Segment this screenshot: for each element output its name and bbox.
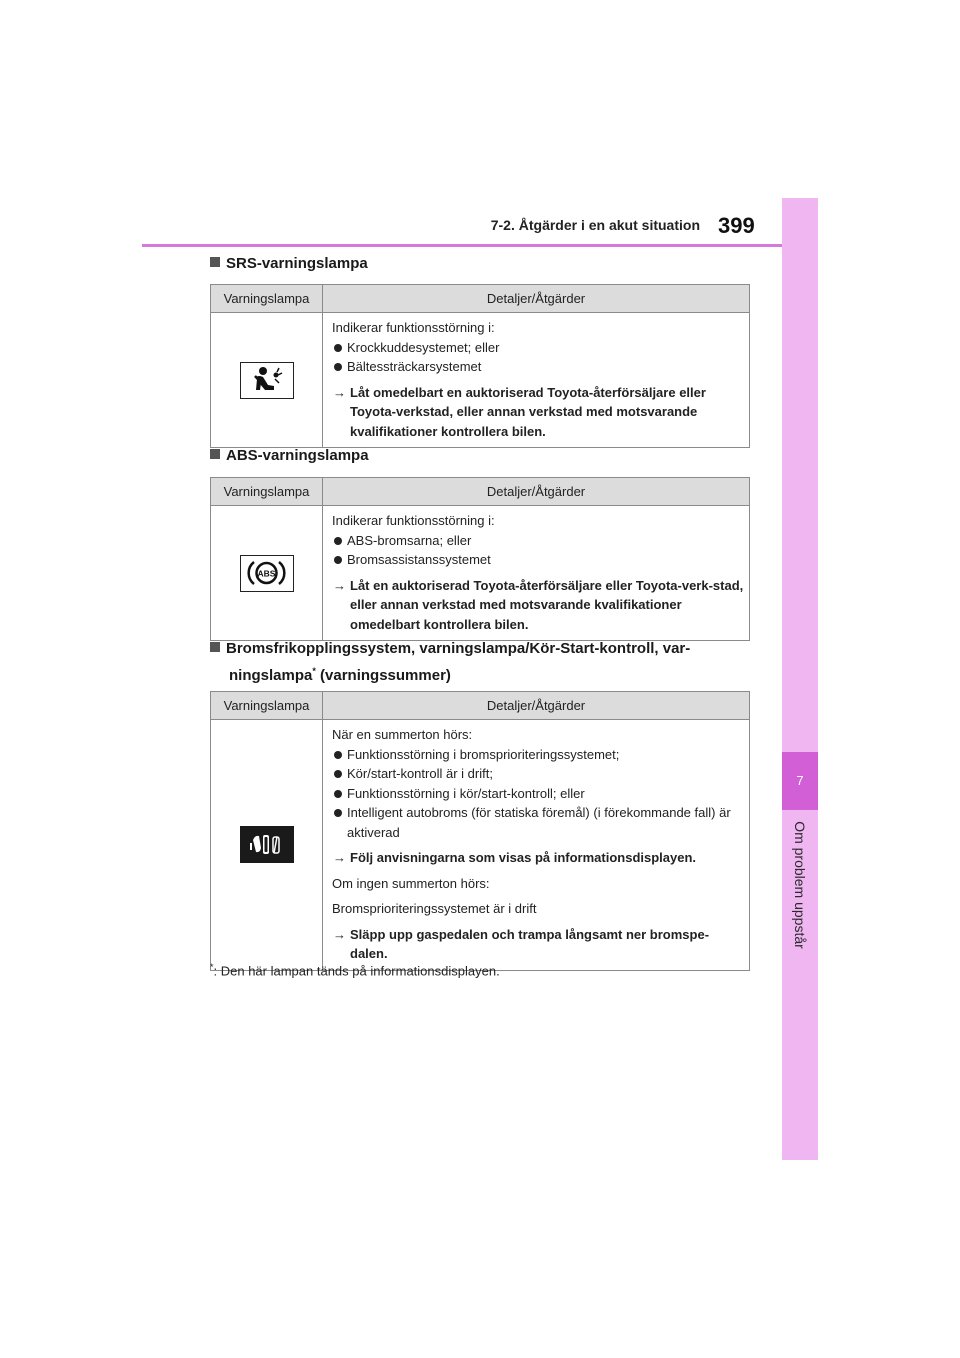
arrow-right-icon: →	[333, 850, 346, 865]
list-item: Funktionsstörning i bromsprioriteringssystemet;	[332, 745, 745, 765]
srs-warning-table	[210, 284, 750, 448]
abs-icon-label: ABS	[257, 568, 276, 578]
abs-warning-table	[210, 477, 750, 641]
table-row	[211, 313, 750, 448]
column-header-lamp: Varningslampa	[211, 285, 323, 313]
column-header-details: Detaljer/Åtgärder	[323, 692, 750, 720]
table-row	[211, 506, 750, 641]
list-item: Bromsassistanssystemet	[332, 550, 745, 570]
footnote: *: Den här lampan tänds på informationsdisplayen.	[210, 962, 500, 979]
details-cell	[323, 506, 750, 641]
action-instruction: → Låt en auktoriserad Toyota-återförsäljare eller Toyota-verk-stad, eller annan verkstad med motsvarande kvalifikationer omedelbart kontrollera bilen.	[333, 577, 744, 632]
table-header-row	[211, 478, 750, 506]
no-sound-label: Om ingen summerton hörs:	[332, 875, 490, 891]
brake-warning-table	[210, 691, 750, 971]
details-intro: Indikerar funktionsstörning i:	[332, 513, 495, 528]
status-text: Bromsprioriteringssystemet är i drift	[332, 901, 537, 916]
list-item: Intelligent autobroms (för statiska föremål) (i förekommande fall) är aktiverad	[332, 803, 745, 842]
square-bullet-icon	[210, 257, 220, 267]
square-bullet-icon	[210, 449, 220, 459]
table-row	[211, 720, 750, 971]
lamp-cell	[211, 720, 323, 971]
column-header-details: Detaljer/Åtgärder	[323, 478, 750, 506]
arrow-right-icon: →	[333, 384, 346, 400]
table-header-row	[211, 692, 750, 720]
brake-section-title: Bromsfrikopplingssystem, varningslampa/Kör-Start-kontroll, var- ningslampa* (varningssummer)	[210, 638, 690, 687]
list-item: Krockkuddesystemet; eller	[332, 338, 745, 358]
column-header-lamp: Varningslampa	[211, 478, 323, 506]
arrow-right-icon: →	[333, 577, 346, 593]
action-instruction: → Följ anvisningarna som visas på informationsdisplayen.	[332, 848, 745, 868]
column-header-details: Detaljer/Åtgärder	[323, 285, 750, 313]
srs-airbag-icon	[240, 362, 294, 399]
details-intro: Indikerar funktionsstörning i:	[332, 320, 495, 335]
square-bullet-icon	[210, 642, 220, 652]
lamp-cell	[211, 313, 323, 448]
page-number: 399	[718, 213, 755, 238]
brake-pedal-warning-icon	[240, 826, 294, 863]
list-item: Bältessträckarsystemet	[332, 357, 745, 377]
section-heading: 7-2. Åtgärder i en akut situation	[490, 217, 700, 233]
srs-section-title: SRS-varningslampa	[210, 253, 368, 275]
list-item: Funktionsstörning i kör/start-kontroll; eller	[332, 784, 745, 804]
chapter-title: Om problem uppstår	[792, 821, 808, 949]
header-divider	[142, 244, 782, 247]
column-header-lamp: Varningslampa	[211, 692, 323, 720]
lamp-cell	[211, 506, 323, 641]
chapter-number: 7	[782, 752, 818, 810]
action-instruction: → Låt omedelbart en auktoriserad Toyota-återförsäljare eller Toyota-verkstad, eller annan verkstad med motsvarande kvalifikationer kontrollera bilen.	[333, 384, 706, 439]
details-cell	[323, 720, 750, 971]
abs-warning-icon	[240, 555, 294, 592]
arrow-right-icon: →	[333, 926, 346, 942]
action-instruction: → Släpp upp gaspedalen och trampa långsamt ner bromspe-dalen.	[333, 926, 710, 961]
list-item: ABS-bromsarna; eller	[332, 531, 745, 551]
abs-section-title: ABS-varningslampa	[210, 445, 369, 467]
details-intro: När en summerton hörs:	[332, 727, 473, 742]
details-cell	[323, 313, 750, 448]
list-item: Kör/start-kontroll är i drift;	[332, 764, 745, 784]
chapter-sidebar	[782, 198, 818, 1160]
table-header-row	[211, 285, 750, 313]
